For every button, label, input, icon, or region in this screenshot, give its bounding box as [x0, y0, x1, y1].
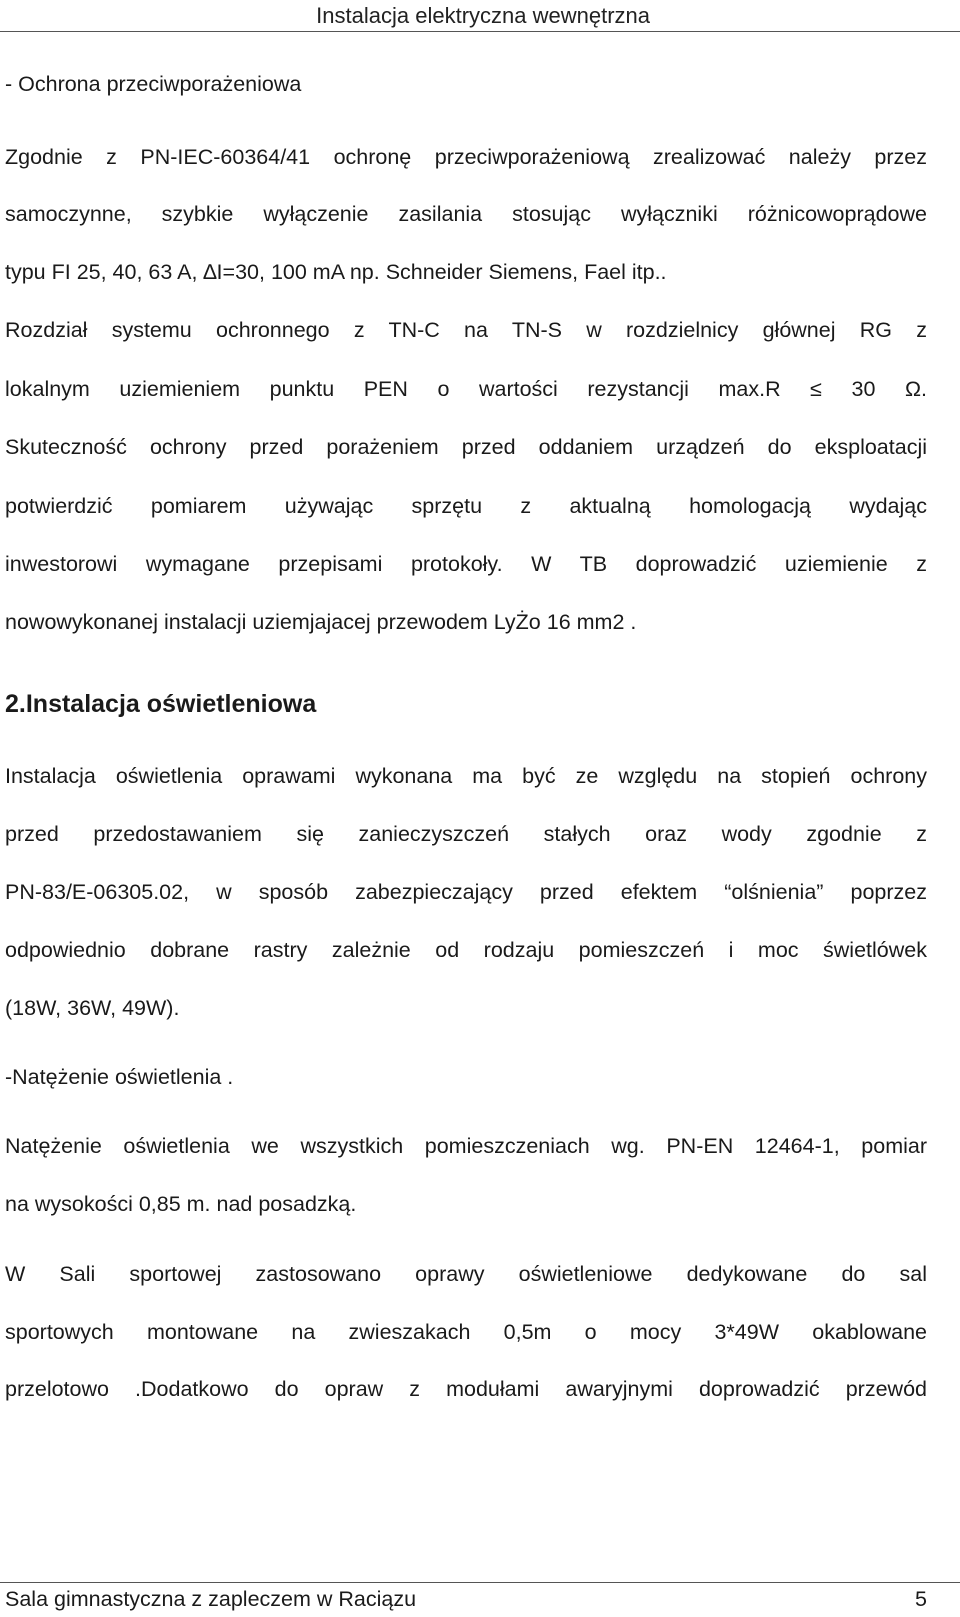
section-heading-protection: - Ochrona przeciwporażeniowa: [5, 72, 302, 96]
paragraph-line: Zgodnie z PN-IEC-60364/41 ochronę przeciwporażeniową zrealizować należy przez: [5, 145, 927, 169]
header-divider: [0, 31, 960, 32]
paragraph-line: Instalacja oświetlenia oprawami wykonana ma być ze względu na stopień ochrony: [5, 764, 927, 788]
footer-project-name: Sala gimnastyczna z zapleczem w Raciązu: [5, 1587, 417, 1611]
paragraph-line: typu FI 25, 40, 63 A, ∆I=30, 100 mA np. Schneider Siemens, Fael itp..: [5, 260, 667, 284]
paragraph-line: inwestorowi wymagane przepisami protokoły. W TB doprowadzić uziemienie z: [5, 552, 927, 576]
paragraph-line: na wysokości 0,85 m. nad posadzką.: [5, 1192, 357, 1216]
paragraph-line: (18W, 36W, 49W).: [5, 996, 180, 1020]
paragraph-line: W Sali sportowej zastosowano oprawy oświetleniowe dedykowane do sal: [5, 1262, 927, 1286]
paragraph-line: sportowych montowane na zwieszakach 0,5m o mocy 3*49W okablowane: [5, 1320, 927, 1344]
paragraph-line: samoczynne, szybkie wyłączenie zasilania stosując wyłączniki różnicowoprądowe: [5, 202, 927, 226]
paragraph-line: lokalnym uziemieniem punktu PEN o wartości rezystancji max.R ≤ 30 Ω.: [5, 377, 927, 401]
paragraph-line: Natężenie oświetlenia we wszystkich pomieszczeniach wg. PN-EN 12464-1, pomiar: [5, 1134, 927, 1158]
footer-divider: [0, 1582, 960, 1583]
paragraph-line: przelotowo .Dodatkowo do opraw z modułami awaryjnymi doprowadzić przewód: [5, 1377, 927, 1401]
paragraph-line: odpowiednio dobrane rastry zależnie od rodzaju pomieszczeń i moc świetlówek: [5, 938, 927, 962]
paragraph-line: PN-83/E-06305.02, w sposób zabezpieczający przed efektem “olśnienia” poprzez: [5, 880, 927, 904]
subsection-heading-intensity: -Natężenie oświetlenia .: [5, 1065, 234, 1089]
page-footer: [0, 1582, 960, 1617]
page-header: [0, 0, 960, 32]
page-number: 5: [915, 1587, 927, 1611]
paragraph-line: przed przedostawaniem się zanieczyszczeń stałych oraz wody zgodnie z: [5, 822, 927, 846]
paragraph-line: Skuteczność ochrony przed porażeniem przed oddaniem urządzeń do eksploatacji: [5, 435, 927, 459]
paragraph-line: potwierdzić pomiarem używając sprzętu z aktualną homologacją wydając: [5, 494, 927, 518]
header-title: Instalacja elektryczna wewnętrzna: [316, 3, 650, 28]
paragraph-line: Rozdział systemu ochronnego z TN-C na TN-S w rozdzielnicy głównej RG z: [5, 318, 927, 342]
section-heading-lighting: 2.Instalacja oświetleniowa: [5, 690, 317, 718]
paragraph-line: nowowykonanej instalacji uziemjajacej przewodem LyŻo 16 mm2 .: [5, 610, 637, 634]
